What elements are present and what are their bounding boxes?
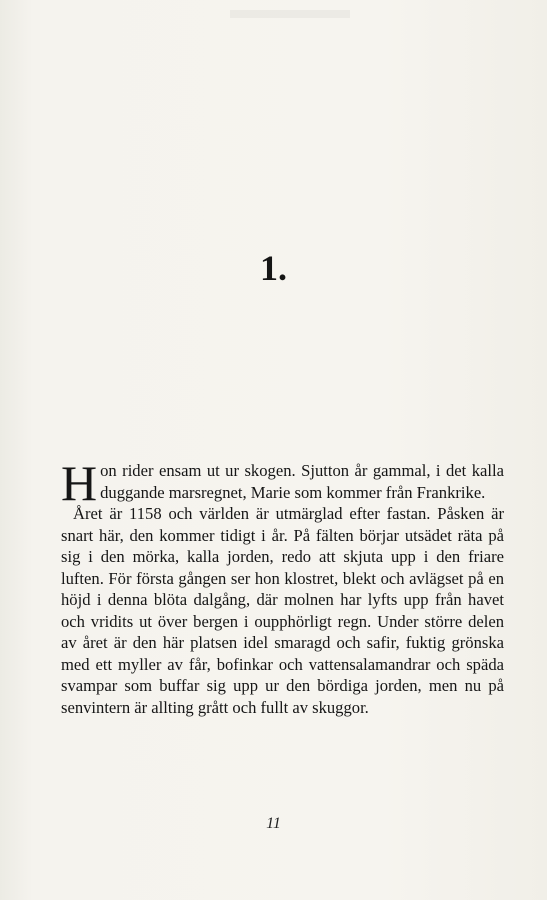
paragraph-2-text: Året är 1158 och världen är utmärglad efter fastan. Påsken är snart här, den kommer tidigt i år. På fälten börjar utsädet räta på sig i den mörka, kalla jorden, redo att skjuta upp i den friare luften. För första gången ser hon klostret, blekt och avlägset på en höjd i denna blöta dalgång, där molnen har lyfts upp från havet och vridits ut över bergen i oupphörligt regn. Under större delen av året är den här platsen idel smaragd och safir, fuktig grönska med ett myller av får, bofinkar och vattensalamandrar och späda svampar som buffar sig upp ur den bördiga jorden, men nu på senvintern är allting grått och fullt av skuggor. xyxy=(61,504,504,717)
chapter-body xyxy=(61,455,504,718)
page-number: 11 xyxy=(266,815,281,832)
paragraph-1 xyxy=(61,455,504,511)
show-through-running-head xyxy=(230,10,350,18)
show-through-text xyxy=(70,68,490,90)
chapter-number: 1. xyxy=(260,248,287,288)
drop-cap: H xyxy=(61,455,98,511)
paragraph-1-text: on rider ensam ut ur skogen. Sjutton år gammal, i det kalla duggande marsregnet, Marie som kommer från Frankrike. xyxy=(100,461,504,502)
paragraph-2 xyxy=(61,503,504,718)
